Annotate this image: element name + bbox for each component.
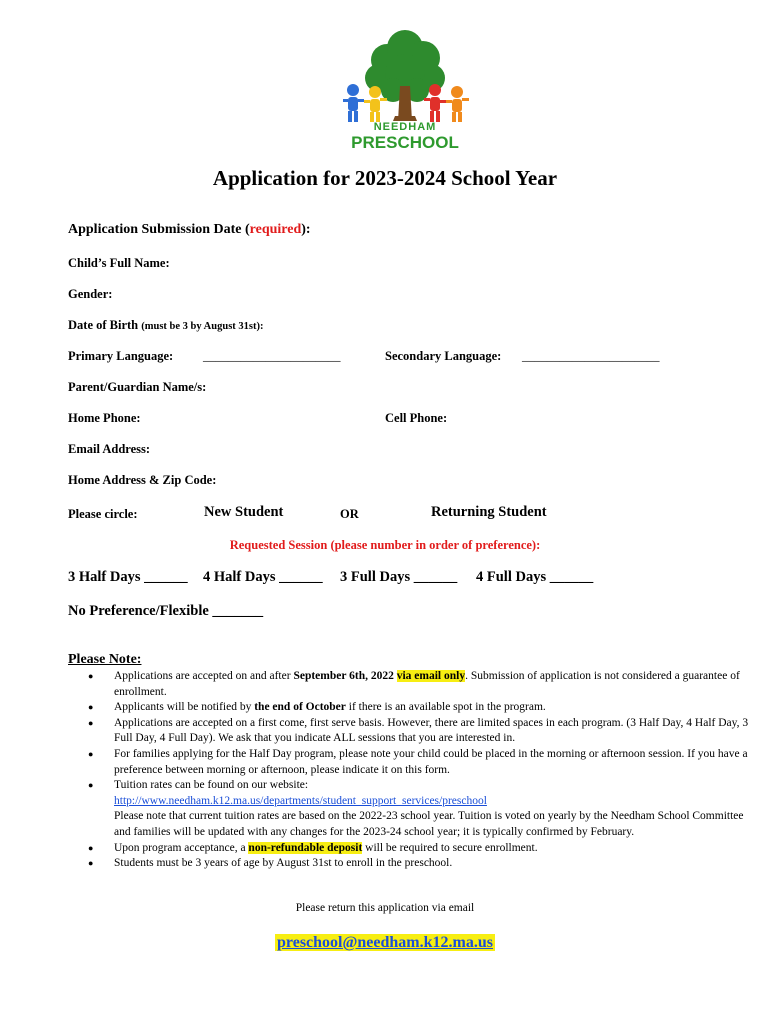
primary-language-line[interactable]: ______________________ <box>203 349 341 363</box>
tuition-note: Please note that current tuition rates are based on the 2022-23 school year. Tuition is voted on yearly by the Needham School Committee and families will be updated with any changes for the 2023-24 school year; it is typically confirmed by February. <box>114 810 744 838</box>
list-item: ● Students must be 3 years of age by August 31st to enroll in the preschool. <box>114 856 754 872</box>
returning-student-option[interactable]: Returning Student <box>431 504 547 520</box>
secondary-language-line[interactable]: ______________________ <box>522 349 660 363</box>
page-title: Application for 2023-2024 School Year <box>212 166 558 190</box>
preschool-logo <box>335 26 475 156</box>
tuition-link-item <box>114 794 754 810</box>
or-label: OR <box>340 507 359 521</box>
child-name-label: Child’s Full Name: <box>68 256 170 270</box>
dob-label: Date of Birth (must be 3 by August 31st): <box>68 318 264 332</box>
gender-label: Gender: <box>68 287 113 301</box>
tuition-link[interactable]: http://www.needham.k12.ma.us/departments/student_support_services/preschool <box>114 794 487 807</box>
email-address-label: Email Address: <box>68 442 151 456</box>
session-3-full-days[interactable]: 3 Full Days ______ <box>340 569 458 585</box>
list-item: ● Upon program acceptance, a non-refundable deposit will be required to secure enrollment. <box>114 841 754 857</box>
notes-list <box>68 669 754 872</box>
requested-session-label: Requested Session (please number in order of preference): <box>229 538 541 552</box>
required-text: required <box>249 222 302 237</box>
email-link[interactable]: preschool@needham.k12.ma.us <box>277 934 493 951</box>
no-preference-option[interactable]: No Preference/Flexible _______ <box>68 603 264 619</box>
return-instructions: Please return this application via email <box>295 902 475 914</box>
new-student-option[interactable]: New Student <box>204 504 284 520</box>
list-item: ● For families applying for the Half Day program, please note your child could be placed in the morning or afternoon session. If you have a preference between morning or afternoon, please indicate it on this form. <box>114 747 754 778</box>
submission-date-label: Application Submission Date (required): <box>68 222 311 237</box>
logo-line1: NEEDHAM <box>373 121 437 133</box>
deposit-highlight: non-refundable deposit <box>248 841 363 854</box>
home-phone-label: Home Phone: <box>68 411 141 425</box>
list-item: ● Tuition rates can be found on our website: <box>114 778 754 794</box>
list-item: ● Applications are accepted on and after September 6th, 2022 via email only. Submission of application is not considered a guarantee of enrollment. <box>114 669 754 700</box>
parent-name-label: Parent/Guardian Name/s: <box>68 380 207 394</box>
home-address-label: Home Address & Zip Code: <box>68 473 217 487</box>
logo-line2: PRESCHOOL <box>351 133 459 152</box>
secondary-language-label: Secondary Language: <box>385 349 502 363</box>
session-4-half-days[interactable]: 4 Half Days ______ <box>203 569 323 585</box>
cell-phone-label: Cell Phone: <box>385 411 448 425</box>
session-4-full-days[interactable]: 4 Full Days ______ <box>476 569 594 585</box>
contact-email <box>0 934 770 952</box>
email-only-highlight: via email only <box>396 670 466 682</box>
please-note-heading: Please Note: <box>68 652 142 667</box>
list-item: ● Applicants will be notified by the end of October if there is an available spot in the program. <box>114 700 754 716</box>
primary-language-label: Primary Language: <box>68 349 174 363</box>
please-circle-label: Please circle: <box>68 507 138 521</box>
session-3-half-days[interactable]: 3 Half Days ______ <box>68 569 188 585</box>
list-item: ● Applications are accepted on a first come, first serve basis. However, there are limited spaces in each program. (3 Half Day, 4 Half Day, 3 Full Day, 4 Full Day). We ask that you indicate ALL sessions that you are interested in. <box>114 716 754 747</box>
